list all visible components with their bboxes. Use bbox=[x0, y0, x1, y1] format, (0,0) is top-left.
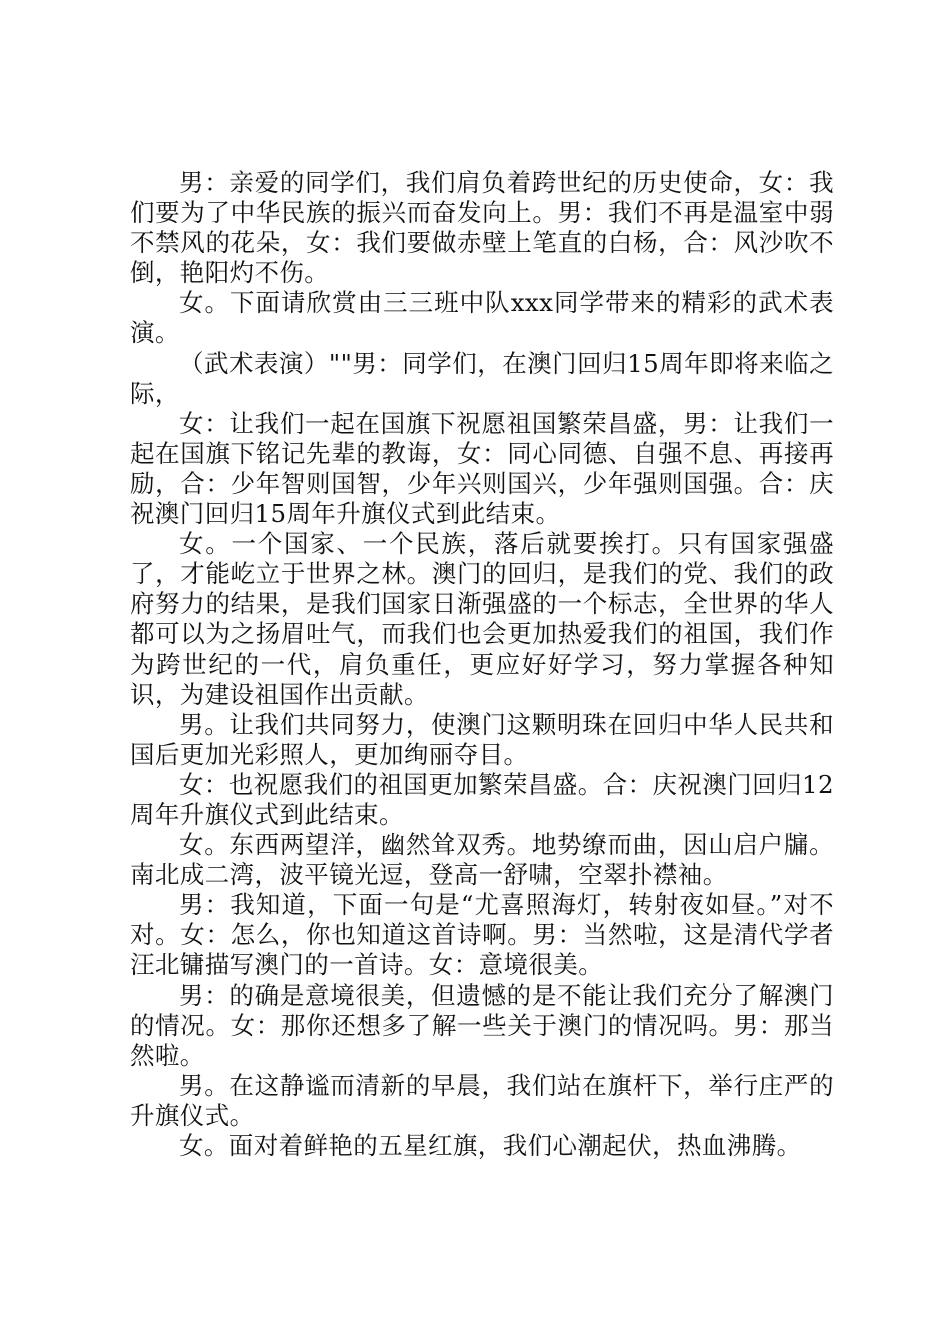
paragraph: 女：让我们一起在国旗下祝愿祖国繁荣昌盛，男：让我们一起在国旗下铭记先辈的教诲，女：同心同德、自强不息、再接再励，合：少年智则国智，少年兴则国兴，少年强则国强。合：庆祝澳门回归15周年升旗仪式到此结束。 bbox=[130, 408, 834, 529]
paragraph: 女。下面请欣赏由三三班中队xxx同学带来的精彩的武术表演。 bbox=[130, 288, 834, 348]
paragraph: （武术表演）""男：同学们，在澳门回归15周年即将来临之际， bbox=[130, 348, 834, 408]
paragraph: 男：亲爱的同学们，我们肩负着跨世纪的历史使命，女：我们要为了中华民族的振兴而奋发向上。男：我们不再是温室中弱不禁风的花朵，女：我们要做赤壁上笔直的白杨，合：风沙吹不倒，艳阳灼不伤。 bbox=[130, 168, 834, 288]
document-body bbox=[130, 168, 834, 1161]
paragraph: 男。在这静谧而清新的早晨，我们站在旗杆下，举行庄严的升旗仪式。 bbox=[130, 1070, 834, 1130]
paragraph: 女。东西两望洋，幽然耸双秀。地势缭而曲，因山启户牖。南北成二湾，波平镜光逗，登高一舒啸，空翠扑襟袖。 bbox=[130, 830, 834, 890]
paragraph: 男：我知道，下面一句是“尤喜照海灯，转射夜如昼。”对不对。女：怎么，你也知道这首诗啊。男：当然啦，这是清代学者汪北镛描写澳门的一首诗。女：意境很美。 bbox=[130, 890, 834, 980]
paragraph: 女。一个国家、一个民族，落后就要挨打。只有国家强盛了，才能屹立于世界之林。澳门的回归，是我们的党、我们的政府努力的结果，是我们国家日渐强盛的一个标志，全世界的华人都可以为之扬眉吐气，而我们也会更加热爱我们的祖国，我们作为跨世纪的一代，肩负重任，更应好好学习，努力掌握各种知识，为建设祖国作出贡献。 bbox=[130, 529, 834, 709]
paragraph: 女：也祝愿我们的祖国更加繁荣昌盛。合：庆祝澳门回归12周年升旗仪式到此结束。 bbox=[130, 769, 834, 829]
paragraph: 男。让我们共同努力，使澳门这颗明珠在回归中华人民共和国后更加光彩照人，更加绚丽夺目。 bbox=[130, 709, 834, 769]
paragraph: 男：的确是意境很美，但遗憾的是不能让我们充分了解澳门的情况。女：那你还想多了解一些关于澳门的情况吗。男：那当然啦。 bbox=[130, 980, 834, 1070]
paragraph: 女。面对着鲜艳的五星红旗，我们心潮起伏，热血沸腾。 bbox=[179, 1131, 802, 1160]
